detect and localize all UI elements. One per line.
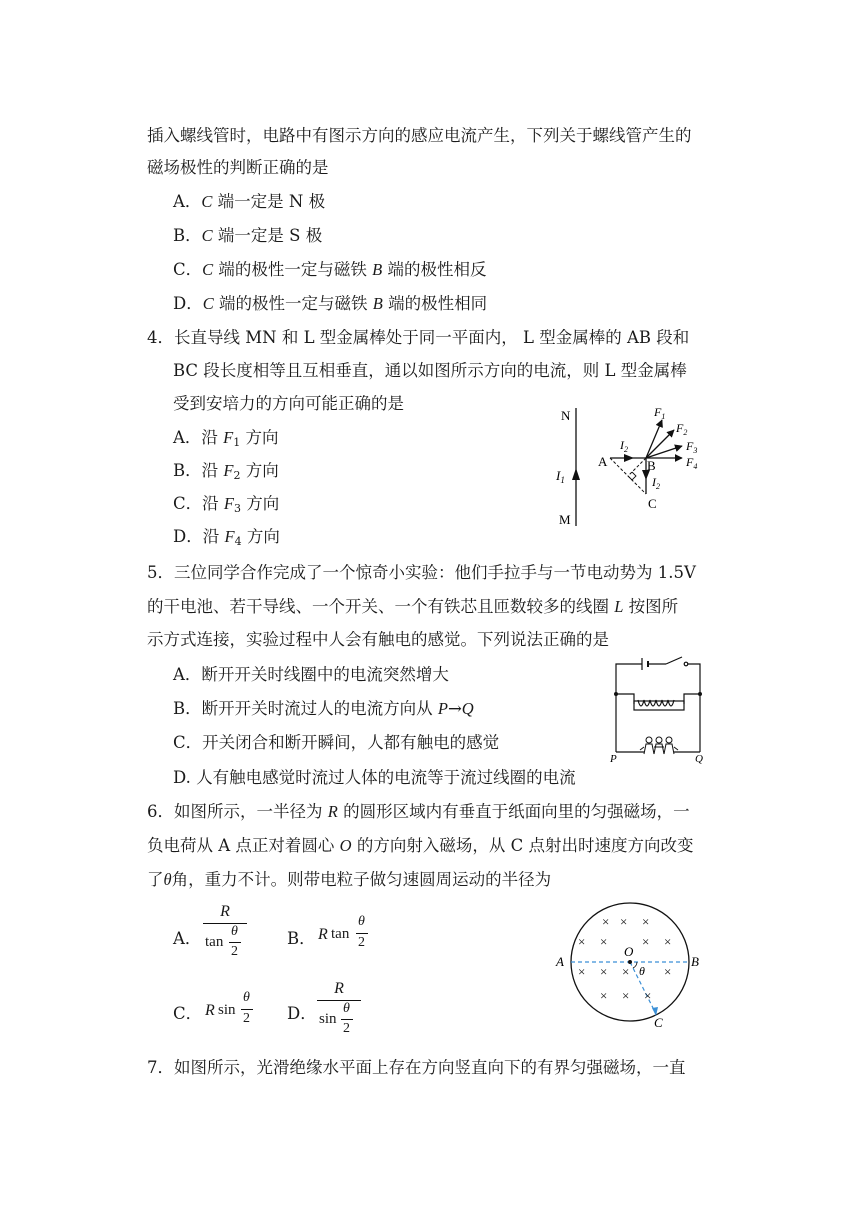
q3-stem-line1: 插入螺线管时，电路中有图示方向的感应电流产生，下列关于螺线管产生的: [147, 126, 692, 145]
force-f1-arrow: [646, 420, 662, 458]
q4-option-d: D．沿 $F_4$ 方向: [173, 527, 280, 548]
svg-text:×: ×: [642, 934, 650, 949]
svg-text:×: ×: [600, 988, 608, 1003]
r-var: R: [318, 926, 328, 943]
label-n: N: [561, 408, 571, 423]
q4-option-a: A．沿 $F_1$ 方向: [173, 428, 279, 449]
label-theta: θ: [639, 964, 645, 978]
wire-top-right: [688, 664, 700, 752]
label-f4: $F_4$: [686, 455, 698, 471]
junction-left: [614, 692, 618, 696]
q4-stem-line2: BC 段长度相等且互相垂直，通以如图所示方向的电流，则 L 型金属棒: [173, 361, 687, 380]
wire-top-left: [616, 664, 642, 694]
q5-stem-line2: 的干电池、若干导线、一个开关、一个有铁芯且匝数较多的线圈 L 按图所: [147, 597, 679, 616]
q5-stem-line1: 5．三位同学合作完成了一个惊奇小实验：他们手拉手与一节电动势为 1.5V: [147, 563, 696, 582]
q6-stem-line3: 了θ角，重力不计。则带电粒子做匀速圆周运动的半径为: [147, 870, 552, 889]
q4-option-b: B．沿 $F_2$ 方向: [173, 461, 279, 482]
theta-num: θ: [243, 990, 250, 1005]
tan-fn: tan: [205, 934, 224, 950]
sin-fn: sin: [319, 1011, 337, 1027]
label-f2: $F_2$: [676, 421, 688, 437]
coil-windings: [638, 700, 674, 706]
label-i2-top: $I_2$: [620, 438, 628, 454]
svg-text:×: ×: [664, 964, 672, 979]
q6-option-d-formula: [317, 980, 361, 1041]
tan-fn: tan: [331, 926, 350, 942]
frac-numerator: R: [334, 980, 344, 997]
two-den: 2: [231, 944, 238, 959]
label-a: A: [598, 454, 608, 469]
q5-option-a: A．断开开关时线圈中的电流突然增大: [173, 665, 449, 684]
q6-option-a-formula: [203, 903, 247, 964]
label-q: Q: [695, 753, 703, 764]
q3-stem-line2: 磁场极性的判断正确的是: [147, 158, 329, 177]
q5-option-d: D. 人有触电感觉时流过人体的电流等于流过线圈的电流: [173, 768, 576, 787]
q3-option-a: A．C 端一定是 N 极: [173, 192, 326, 211]
coil-wire-left: [616, 694, 634, 704]
two-den: 2: [358, 935, 365, 950]
q6-option-a-label: A．: [173, 929, 202, 948]
q6-option-d-label: D．: [287, 1004, 317, 1023]
theta-num: θ: [358, 914, 365, 929]
r-var: R: [205, 1002, 215, 1019]
people-icon: [640, 737, 678, 754]
label-f1: $F_1$: [654, 405, 666, 421]
label-o: O: [624, 944, 634, 959]
sin-fn: sin: [218, 1002, 236, 1018]
coil-wire-right: [684, 694, 700, 704]
q5-stem-line3: 示方式连接，实验过程中人会有触电的感觉。下列说法正确的是: [147, 630, 609, 649]
label-m: M: [559, 512, 571, 527]
q5-circuit-figure: [608, 656, 708, 764]
q6-option-c-formula: [205, 988, 265, 1032]
svg-text:×: ×: [664, 934, 672, 949]
svg-text:×: ×: [578, 964, 586, 979]
theta-num: θ: [231, 924, 238, 939]
q4-figure: [548, 398, 728, 530]
i2-arrow-ab: [624, 454, 634, 462]
q4-stem-line3: 受到安培力的方向可能正确的是: [173, 394, 404, 413]
right-angle-mark: [628, 472, 636, 480]
frac-numerator: R: [220, 903, 230, 920]
dashed-b-perp: [628, 458, 646, 476]
q6-option-b-formula: [318, 912, 378, 956]
q3-option-b: B．C 端一定是 S 极: [173, 226, 323, 245]
label-a: A: [556, 954, 564, 969]
svg-text:×: ×: [600, 964, 608, 979]
q4-stem-line1: 4．长直导线 MN 和 L 型金属棒处于同一平面内， L 型金属棒的 AB 段和: [147, 328, 690, 347]
switch-contact: [684, 662, 688, 666]
q5-option-b: B．断开开关时流过人的电流方向从 P→Q: [173, 699, 474, 718]
q6-option-b-label: B．: [287, 929, 316, 948]
q3-option-c: C．C 端的极性一定与磁铁 B 端的极性相反: [173, 260, 487, 279]
label-i2-side: $I_2$: [652, 475, 660, 491]
junction-right: [698, 692, 702, 696]
q6-stem-line2: 负电荷从 A 点正对着圆心 O 的方向射入磁场，从 C 点射出时速度方向改变: [147, 836, 694, 855]
q4-option-c: C．沿 $F_3$ 方向: [173, 494, 280, 515]
q6-option-c-label: C．: [173, 1004, 203, 1023]
two-den: 2: [243, 1011, 250, 1026]
q7-stem-line1: 7．如图所示，光滑绝缘水平面上存在方向竖直向下的有界匀强磁场，一直: [147, 1058, 686, 1077]
i1-arrow: [572, 468, 580, 480]
two-den: 2: [343, 1021, 350, 1036]
svg-text:×: ×: [620, 914, 628, 929]
label-c: C: [648, 496, 657, 511]
label-c: C: [654, 1015, 663, 1028]
label-p: P: [610, 753, 617, 764]
svg-text:×: ×: [644, 988, 652, 1003]
theta-num: θ: [343, 1001, 350, 1016]
svg-text:×: ×: [600, 934, 608, 949]
svg-text:×: ×: [578, 934, 586, 949]
label-b: B: [691, 954, 699, 969]
svg-text:×: ×: [622, 988, 630, 1003]
q6-stem-line1: 6．如图所示，一半径为 R 的圆形区域内有垂直于纸面向里的匀强磁场，一: [147, 802, 690, 821]
label-i1: $I_1$: [556, 468, 565, 485]
svg-text:×: ×: [622, 964, 630, 979]
q6-circle-figure: [548, 898, 708, 1028]
svg-text:×: ×: [642, 914, 650, 929]
label-b: B: [647, 458, 656, 473]
q5-option-c: C．开关闭合和断开瞬间，人都有触电的感觉: [173, 733, 500, 752]
label-f3: $F_3$: [686, 439, 698, 455]
switch-lever: [666, 657, 682, 664]
theta-arc: [633, 962, 637, 968]
svg-text:×: ×: [602, 914, 610, 929]
q3-option-d: D．C 端的极性一定与磁铁 B 端的极性相同: [173, 294, 488, 313]
